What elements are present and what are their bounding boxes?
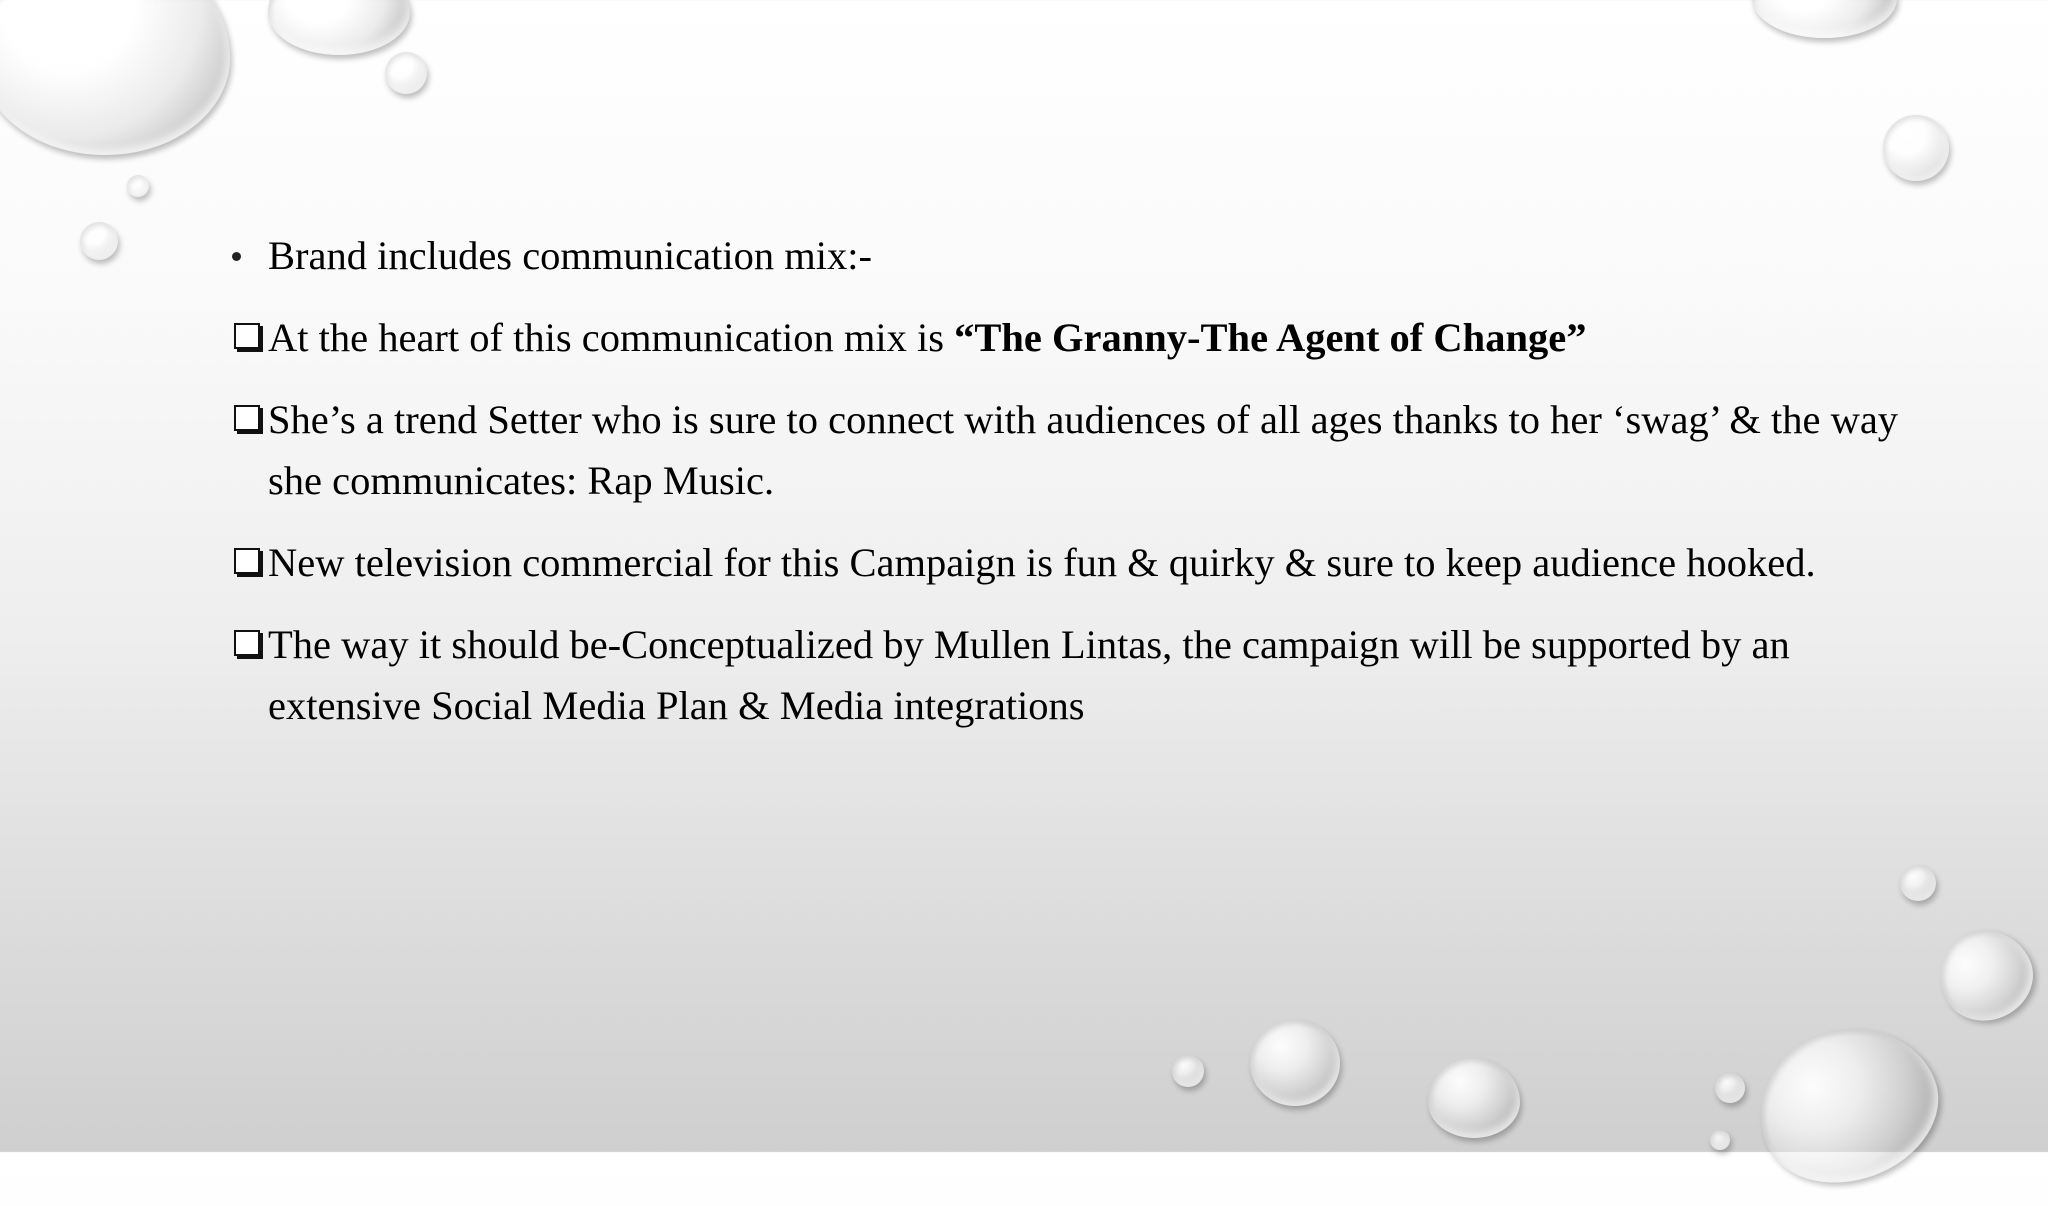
- water-droplet-icon: [1925, 915, 2046, 1035]
- bullet-text: Brand includes communication mix:-: [268, 233, 872, 278]
- bullet-item: [228, 307, 1928, 368]
- water-droplet-icon: [1752, 0, 1897, 38]
- water-droplet-icon: [1428, 1058, 1520, 1138]
- water-droplet-icon: [0, 0, 230, 155]
- water-droplet-icon: [1883, 115, 1949, 181]
- water-droplet-icon: [1900, 865, 1936, 901]
- bullet-text: New television commercial for this Campaign is fun & quirky & sure to keep audience hooked.: [268, 540, 1816, 585]
- water-droplet-icon: [385, 52, 427, 94]
- bullet-item: [228, 225, 1928, 286]
- water-droplet-icon: [1715, 1073, 1745, 1103]
- bullet-item: [228, 389, 1928, 511]
- water-droplet-icon: [127, 175, 149, 197]
- square-checkbox-bullet-icon: [228, 389, 268, 450]
- water-droplet-icon: [1250, 1020, 1340, 1106]
- bullet-bold-text: “The Granny-The Agent of Change”: [954, 315, 1587, 360]
- water-droplet-icon: [1738, 1004, 1958, 1206]
- square-checkbox-bullet-icon: [228, 307, 268, 368]
- water-droplet-icon: [268, 0, 410, 55]
- water-droplet-icon: [1172, 1055, 1204, 1087]
- bullet-item: [228, 532, 1928, 593]
- water-droplet-icon: [80, 222, 118, 260]
- bullet-text: At the heart of this communication mix is: [268, 315, 955, 360]
- bullet-text: The way it should be-Conceptualized by Mullen Lintas, the campaign will be supported by an extensive Social Media Plan & Media integrations: [268, 622, 1790, 728]
- bullet-text: She’s a trend Setter who is sure to connect with audiences of all ages thanks to her ‘swag’ & the way she communicates: Rap Music.: [268, 397, 1899, 503]
- water-droplet-icon: [1710, 1130, 1730, 1150]
- content-body: [228, 225, 1928, 757]
- bullet-item: [228, 614, 1928, 736]
- square-checkbox-bullet-icon: [228, 532, 268, 593]
- round-bullet-icon: [228, 225, 268, 286]
- square-checkbox-bullet-icon: [228, 614, 268, 675]
